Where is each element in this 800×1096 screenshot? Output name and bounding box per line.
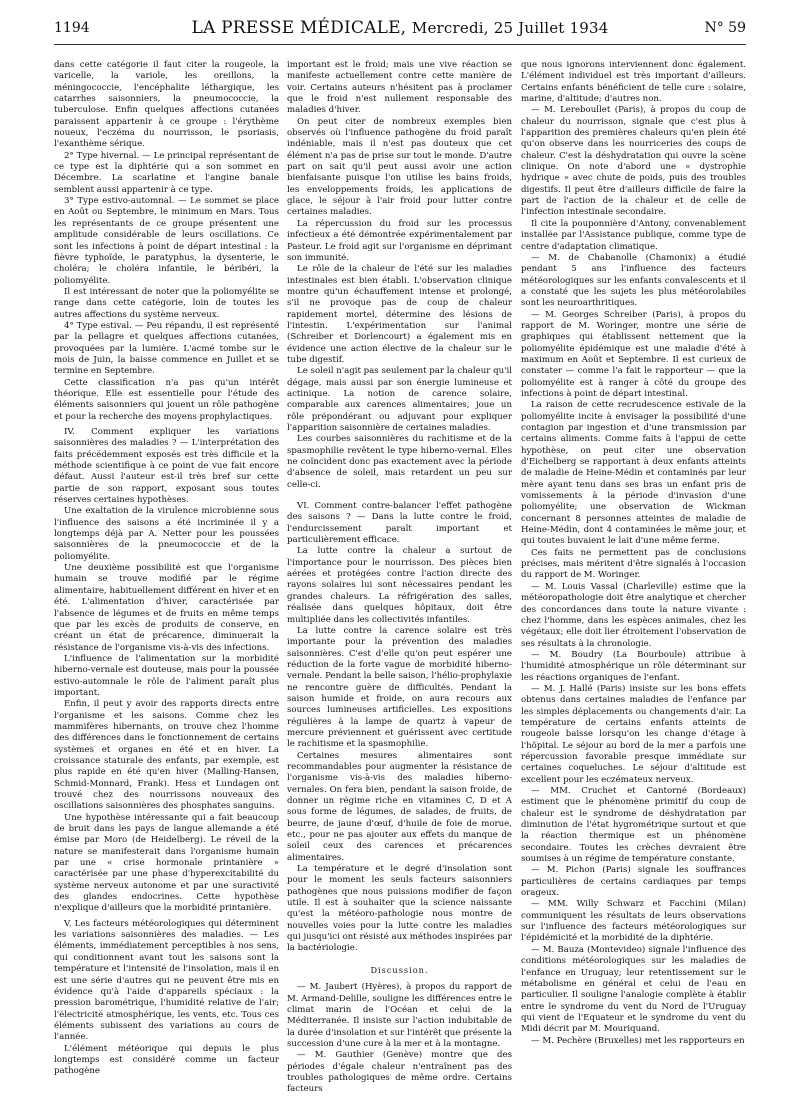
paragraph: — M. de Chabanolle (Chamonix) a étudié pendant 5 ans l'influence des facteurs météorologiques sur les enfants convalescents et il a constaté que les sujets les plus météorolabiles sont les neuroarthritiques.	[521, 252, 746, 309]
section-paragraph: VI. Comment contre-balancer l'effet pathogène des saisons ? — Dans la lutte contre le froid, l'endurcissement paraît important et particulièrement efficace.	[287, 501, 512, 546]
paragraph: Le rôle de la chaleur de l'été sur les maladies intestinales est bien établi. L'observation clinique montre qu'un échauffement intense et prolongé, s'il ne provoque pas de coup de chaleur rapidement mortel, détermine des lésions de l'intestin. L'expérimentation sur l'animal (Schreiber et Dorlencourt) a également mis en évidence une action élective de la chaleur sur le tube digestif.	[287, 264, 512, 365]
paragraph: — M. Georges Schreiber (Paris), à propos du rapport de M. Woringer, montre une série de graphiques qui établissent nettement que la poliomyélite épidémique est une maladie d'été à maximum en Août et Septembre. Il est curieux de constater — comme l'a fait le rapporteur — que la poliomyélite est à ranger à côté du groupe des infections à point de départ intestinal.	[521, 309, 746, 399]
paragraph: La raison de cette recrudescence estivale de la poliomyélite incite à envisager la possibilité d'une contagion par ingestion et d'une transmission par certains aliments. Comme faits à l'appui de cette hypothèse, on peut citer une observation d'Eichelberg se rapportant à deux enfants atteints de maladie de Heine-Médin et contaminés par leur mère ayant tenu dans ses bras un enfant pris de vomissements à la période d'invasion d'une poliomyélite; une observation de Wickman concernant 8 personnes atteintes de maladie de Heine-Médin, dont 4 contaminées le même jour, et qui toutes buvaient le lait d'une même ferme.	[521, 400, 746, 547]
paragraph: dans cette catégorie il faut citer la rougeole, la varicelle, la variole, les oreillons, la méningococcie, l'encéphalite léthargique, les catarrhes saisonniers, la pneumococcie, la tuberculose. Enfin quelques affections cutanées paraissent appartenir à ce groupe : l'érythème noueux, l'eczéma du nourrisson, le psoriasis, l'exanthème sérique.	[54, 60, 279, 150]
issue-number: N° 59	[704, 20, 746, 36]
paragraph: 2° Type hivernal. — Le principal représentant de ce type est la diphtérie qui a son sommet en Décembre. La scarlatine et l'angine banale semblent aussi appartenir à ce type.	[54, 150, 279, 195]
paragraph: — M. Louis Vassal (Charleville) estime que la météoropathologie doit être analytique et chercher des concordances dans toute la nature vivante : chez l'homme, dans les espèces animales, chez les végétaux; elle doit lier étroitement l'observation de ses résultats à la chronologie.	[521, 581, 746, 649]
page-number: 1194	[54, 20, 90, 36]
running-title	[54, 18, 746, 38]
journal-name: LA PRESSE MÉDICALE,	[191, 18, 407, 38]
header-rule	[54, 44, 746, 45]
issue-date: Mercredi, 25 Juillet 1934	[411, 19, 609, 37]
paragraph: On peut citer de nombreux exemples bien observés où l'influence pathogène du froid paraît indéniable, mais il n'est pas douteux que cet élément n'a pas de prise sur tout le monde. D'autre part on sait qu'il peut aussi avoir une action bienfaisante puisque l'on utilise les bains froids, les enveloppements froids, les applications de glace, le séjour à l'air froid pour lutter contre certaines maladies.	[287, 116, 512, 218]
paragraph: Une exaltation de la virulence microbienne sous l'influence des saisons a été incriminée il y a longtemps déjà par A. Netter pour les poussées saisonnières de la pneumococcie et de la poliomyélite.	[54, 506, 279, 562]
paragraph: — MM. Cruchet et Cantorné (Bordeaux) estiment que le phénomène primitif du coup de chaleur est le syndrome de déshydratation par diminution de l'état hygrométrique surtout et que la réaction thermique est un phénomène secondaire. Toutes les crèches devraient être soumises à un régime de température constante.	[521, 786, 746, 865]
paragraph: — M. J. Hallé (Paris) insiste sur les bons effets obtenus dans certaines maladies de l'enfance par les simples déplacements ou changements d'air. La température de certains enfants atteints de rougeole baisse lorsqu'on les change d'étage à l'hôpital. Le séjour au bord de la mer a parfois une répercussion favorable presque immédiate sur certaines coqueluches. Le séjour d'altitude est excellent pour les eczémateux nerveux.	[521, 683, 746, 785]
paragraph: Cette classification n'a pas qu'un intérêt théorique. Elle est essentielle pour l'étude des éléments saisonniers qui jouent un rôle pathogène et pour la recherche des moyens prophylactiques.	[54, 377, 279, 422]
paragraph: Le soleil n'agit pas seulement par la chaleur qu'il dégage, mais aussi par son énergie lumineuse et actinique. La notion de carence solaire, comparable aux carences alimentaires, joue un rôle prépondérant ou adjuvant pour expliquer l'apparition saisonnière de certaines maladies.	[287, 366, 512, 433]
column-middle	[287, 60, 512, 1096]
paragraph: Une hypothèse intéressante qui a fait beaucoup de bruit dans les pays de langue allemande a été émise par Moro (de Heidelberg). Le réveil de la nature se manifesterait dans l'organisme humain par une « crise hormonale printanière » caractérisée par une phase d'hyperexcitabilité du système nerveux autonome et par une suractivité des glandes endocrines. Cette hypothèse n'explique d'ailleurs que la morbidité printanière.	[54, 812, 279, 914]
paragraph: Il cite la pouponnière d'Antony, convenablement installée par l'Assistance publique, comme type de centre d'adaptation climatique.	[521, 218, 746, 252]
paragraph: — M. Jaubert (Hyères), à propos du rapport de M. Armand-Delille, souligne les différences entre le climat marin de l'Océan et celui de la Méditerranée. Il insiste sur l'action indubitable de la durée d'insolation et sur l'intérêt que présente la succession d'une cure à la mer et à la montagne.	[287, 982, 512, 1049]
paragraph: — M. Gauthier (Genève) montre que des périodes d'égale chaleur n'entraînent pas des troubles pathologiques de même ordre. Certains facteurs	[287, 1050, 512, 1095]
paragraph: L'influence de l'alimentation sur la morbidité hiberno-vernale est douteuse, mais pour la poussée estivo-automnale le rôle de l'aliment paraît plus important.	[54, 653, 279, 698]
paragraph: Il est intéressant de noter que la poliomyélite se range dans cette catégorie, loin de toutes les autres affections du système nerveux.	[54, 286, 279, 320]
paragraph: Enfin, il peut y avoir des rapports directs entre l'organisme et les saisons. Comme chez les mammifères hibernants, on trouve chez l'homme des différences dans le fonctionnement de certains systèmes et organes en été et en hiver. La croissance staturale des enfants, par exemple, est plus rapide en été qu'en hiver (Malling-Hansen, Schmid-Monnard, Frank). Hess et Lundagen ont trouvé chez des nourrissons nouveaux des oscillations saisonnières des phosphates sanguins.	[54, 699, 279, 812]
section-paragraph: IV. Comment expliquer les variations saisonnières des maladies ? — L'interprétation des faits précédemment exposés est très difficile et la méthode scientifique à ce point de vue fait encore défaut. Aussi l'auteur est-il très bref sur cette partie de son rapport, exposant sous toutes réserves certaines hypothèses.	[54, 427, 279, 506]
paragraph: La lutte contre la chaleur a surtout de l'importance pour le nourrisson. Des pièces bien aérées et protégées contre l'action directe des rayons solaires lui sont nécessaires pendant les grandes chaleurs. La réfrigération des salles, réalisée dans quelques hôpitaux, doit être multipliée dans les collectivités infantiles.	[287, 546, 512, 625]
section-paragraph: V. Les facteurs météorologiques qui déterminent les variations saisonnières des maladies. — Les éléments, immédiatement perceptibles à nos sens, qui conditionnent avant tout les saisons sont la température et l'intensité de l'insolation, mais il en est une série d'autres qui ne peuvent être mis en évidence qu'à l'aide d'appareils spéciaux : la pression barométrique, l'humidité relative de l'air; l'électricité atmosphérique, les vents, etc. Tous ces éléments subissent des variations au cours de l'année.	[54, 918, 279, 1043]
paragraph: L'élément météorique qui depuis le plus longtemps est considéré comme un facteur pathogène	[54, 1043, 279, 1077]
page-header	[54, 18, 746, 42]
paragraph: — M. Lereboullet (Paris), à propos du coup de chaleur du nourrisson, signale que c'est plus à l'apparition des premières chaleurs qu'en plein été qu'on observe dans les nourriceries des coups de chaleur. C'est la déshydratation qui ouvre la scène clinique. On note d'abord une « dystrophie hydrique » avec chute de poids, puis des troubles digestifs. Il peut être d'ailleurs difficile de faire la part de l'action de la chaleur et de celle de l'infection intestinale secondaire.	[521, 105, 746, 218]
paragraph: Ces faits ne permettent pas de conclusions précises, mais méritent d'être signalés à l'occasion du rapport de M. Woringer.	[521, 547, 746, 581]
paragraph: La lutte contre la carence solaire est très importante pour la prévention des maladies saisonnières. C'est d'elle qu'on peut espérer une réduction de la forte vague de morbidité hiberno-vernale. Pendant la belle saison, l'hélio-prophylaxie ne rencontre guère de difficultés. Pendant la saison humide et froide, on aura recours aux sources lumineuses artificielles. Les expositions régulières à la lampe de quartz à vapeur de mercure préviennent et guérissent avec certitude le rachitisme et la spasmophilie.	[287, 625, 512, 750]
paragraph: 4° Type estival. — Peu répandu, il est représenté par la pellagre et quelques affections cutanées, provoquées par la lumière. L'acmé tombe sur le mois de Juin, la baisse commence en Juillet et se termine en Septembre.	[54, 320, 279, 377]
paragraph: important est le froid; mais une vive réaction se manifeste actuellement contre cette manière de voir. Certains auteurs n'hésitent pas à proclamer que le froid n'est nullement responsable des maladies d'hiver.	[287, 60, 512, 116]
paragraph: — M. Pechère (Bruxelles) met les rapporteurs en	[531, 1035, 745, 1046]
paragraph: que nous ignorons interviennent donc également. L'élément individuel est très important d'ailleurs. Certains enfants bénéficient de telle cure : solaire, marine, d'altitude; d'autres non.	[521, 60, 746, 105]
discussion-heading: Discussion.	[370, 964, 429, 975]
paragraph: 3° Type estivo-automnal. — Le sommet se place en Août ou Septembre, le minimum en Mars. Tous les représentants de ce groupe présentent une amplitude considérable de leurs oscillations. Ce sont les infections à point de départ intestinal : la fièvre typhoïde, le paratyphus, la dysenterie, le choléra; le choléra infantile, le béribéri, la poliomyélite.	[54, 196, 279, 286]
paragraph: Une deuxième possibilité est que l'organisme humain se trouve modifié par le régime alimentaire, habituellement différent en hiver et en été. L'alimentation d'hiver, caractérisée par l'absence de légumes et de fruits en même temps que par les excès de produits de conserve, en créant un état de précarence, diminuerait la résistance de l'organisme vis-à-vis des infections.	[54, 563, 279, 653]
paragraph: La température et le degré d'insolation sont pour le moment les seuls facteurs saisonniers pathogènes que nous puissions modifier de façon utile. Il est à souhaiter que la science naissante qu'est la météoro-pathologie nous montre de nouvelles voies pour la lutte contre les maladies qui jusqu'ici ont résisté aux méthodes inspirées par la bactériologie.	[287, 864, 512, 954]
paragraph: — M. Boudry (La Bourboule) attribue à l'humidité atmosphérique un rôle déterminant sur les réactions organiques de l'enfant.	[521, 649, 746, 683]
column-right	[521, 60, 746, 1047]
paragraph: — M. Pichon (Paris) signale les souffrances particulières de certains cardiaques par temps orageux.	[521, 865, 746, 899]
paragraph: — M. Bauza (Montevideo) signale l'influence des conditions météorologiques sur les maladies de l'enfance en Uruguay; leur retentissement sur le métabolisme en général et celui de l'eau en particulier. Il souligne l'analogie complète à établir entre le syndrome du vent du Nord de l'Uruguay qui vient de l'Equateur et le syndrome du vent du Midi décrit par M. Mouriquand.	[521, 944, 746, 1035]
paragraph: Les courbes saisonnières du rachitisme et de la spasmophilie revêtent le type hiberno-vernal. Elles ne coïncident donc pas exactement avec la période d'absence de soleil, mais retardent un peu sur celle-ci.	[287, 434, 512, 490]
paragraph: La répercussion du froid sur les processus infectieux a été démontrée expérimentalement par Pasteur. Le froid agit sur l'organisme en déprimant son immunité.	[287, 218, 512, 263]
paragraph: Certaines mesures alimentaires sont recommandables pour augmenter la résistance de l'organisme vis-à-vis des maladies hiberno-vernales. On fera bien, pendant la saison froide, de donner un régime riche en vitamines C, D et A sous forme de légumes, de salades, de fruits, de beurre, de jaune d'œuf, d'huile de foie de morue, etc., pour ne pas ajouter aux effets du manque de soleil ceux des carences et précarences alimentaires.	[287, 750, 512, 863]
column-left	[54, 60, 279, 1078]
paragraph: — MM. Willy Schwarz et Facchini (Milan) communiquent les résultats de leurs observations sur l'influence des facteurs météorologiques sur l'épidémicité et la morbidité de la diphtérie.	[521, 899, 746, 944]
